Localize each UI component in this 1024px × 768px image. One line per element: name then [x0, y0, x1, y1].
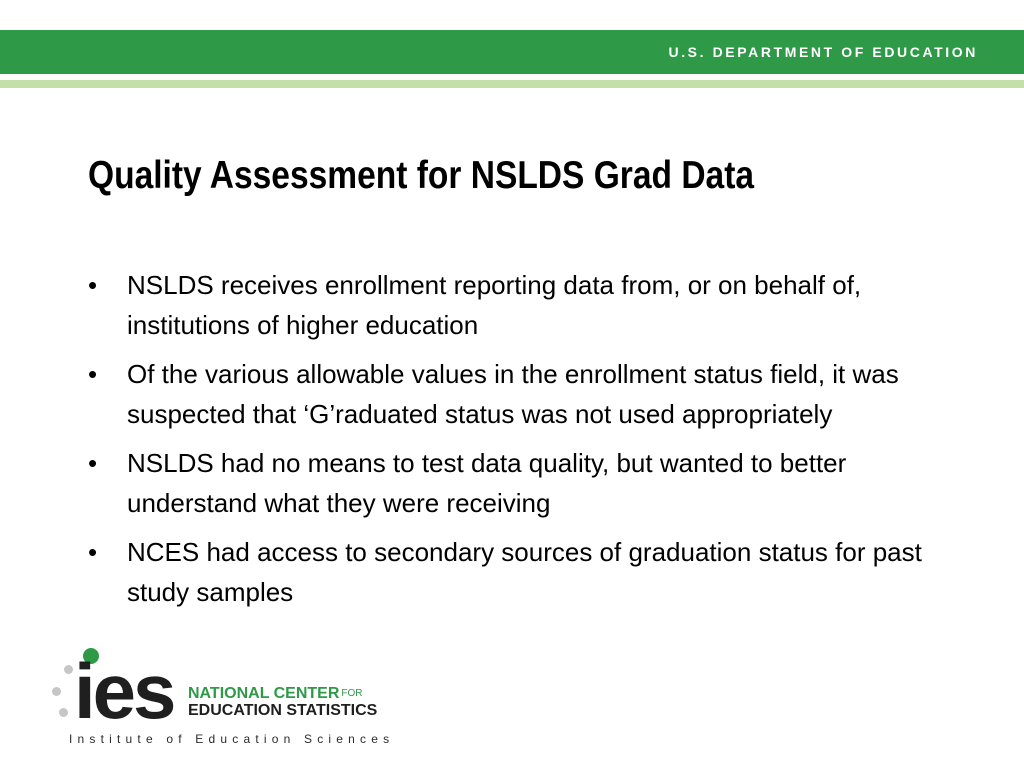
slide-title: Quality Assessment for NSLDS Grad Data: [88, 154, 755, 197]
bullet-dot: •: [88, 448, 98, 478]
bullet-dot: •: [88, 359, 98, 389]
bullet-list: [88, 265, 968, 621]
bullet-item: [88, 265, 968, 345]
logo-ies-mark: ies: [74, 647, 174, 735]
bullet-dot: •: [88, 537, 98, 567]
header-band: [0, 30, 1024, 74]
department-label: U.S. DEPARTMENT OF EDUCATION: [668, 44, 978, 60]
bullet-dot: •: [88, 270, 98, 300]
logo-line1-suffix: FOR: [341, 688, 363, 699]
bullet-item: [88, 443, 968, 523]
logo-line2: EDUCATION STATISTICS: [188, 702, 378, 719]
header-stripe: [0, 80, 1024, 88]
logo-line1: NATIONAL CENTER: [188, 685, 340, 702]
bullet-text: Of the various allowable values in the enrollment status field, it was suspected that ‘G’raduated status was not used appropriately: [127, 359, 899, 429]
logo-nces-text: [188, 685, 377, 719]
bullet-item: [88, 532, 968, 612]
logo-dot-icon: [52, 687, 61, 696]
logo-tagline: Institute of Education Sciences: [69, 732, 395, 746]
bullet-text: NSLDS receives enrollment reporting data from, or on behalf of, institutions of higher education: [127, 270, 862, 340]
logo-dot-icon: [59, 708, 68, 717]
bullet-text: NSLDS had no means to test data quality, but wanted to better understand what they were receiving: [127, 448, 847, 518]
bullet-text: NCES had access to secondary sources of graduation status for past study samples: [127, 537, 922, 607]
bullet-item: [88, 354, 968, 434]
logo-dot-icon: [64, 665, 73, 674]
ies-nces-logo: [50, 640, 395, 750]
